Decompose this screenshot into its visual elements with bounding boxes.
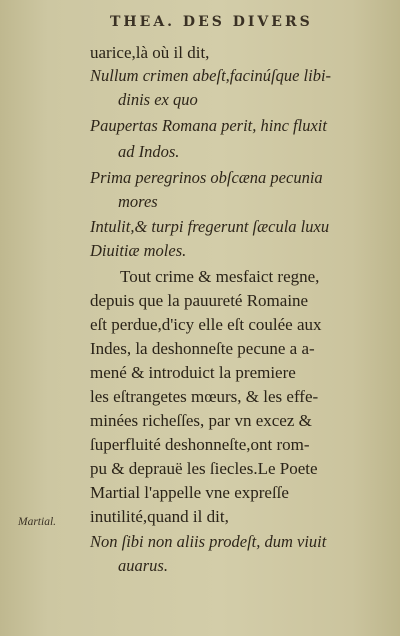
text-line: ad Indos. [118,142,180,161]
text-line: Intulit,& turpi fregerunt ſæcula luxu [90,217,330,236]
text-line: Indes, la deshonneſte pecune a a- [90,339,315,358]
running-head: THEA. DES DIVERS [110,14,313,30]
text-line: minées richeſſes, par vn excez & [90,411,312,430]
text-line: Non ſibi non aliis prodeſt, dum viuit [90,532,327,551]
text-line: auarus. [118,556,168,575]
text-line: dinis ex quo [118,90,198,109]
text-line: Paupertas Romana perit, hinc fluxit [90,116,327,135]
text-line: Diuitiæ moles. [90,241,187,260]
margin-note: Martial. [18,516,57,528]
text-line: Martial l'appelle vne expreſſe [90,483,289,502]
text-line: inutilité,quand il dit, [90,507,229,526]
text-line: Prima peregrinos obſcæna pecunia [90,168,323,187]
text-line: mené & introduict la premiere [90,363,296,382]
text-line: depuis que la pauureté Romaine [90,291,309,310]
text-line: Nullum crimen abeſt,facinúſque libi- [90,66,332,85]
text-line: eſt perdue,d'icy elle eſt coulée aux [90,315,322,334]
text-line: Tout crime & mesfaict regne, [120,267,320,286]
text-line: les eſtrangetes mœurs, & les effe- [90,387,319,406]
text-line: mores [118,192,158,211]
text-line: ſuperfluité deshonneſte,ont rom- [90,435,310,454]
text-line: pu & deprauë les ſiecles.Le Poete [90,459,318,478]
text-line: uarice,là où il dit, [90,43,210,62]
